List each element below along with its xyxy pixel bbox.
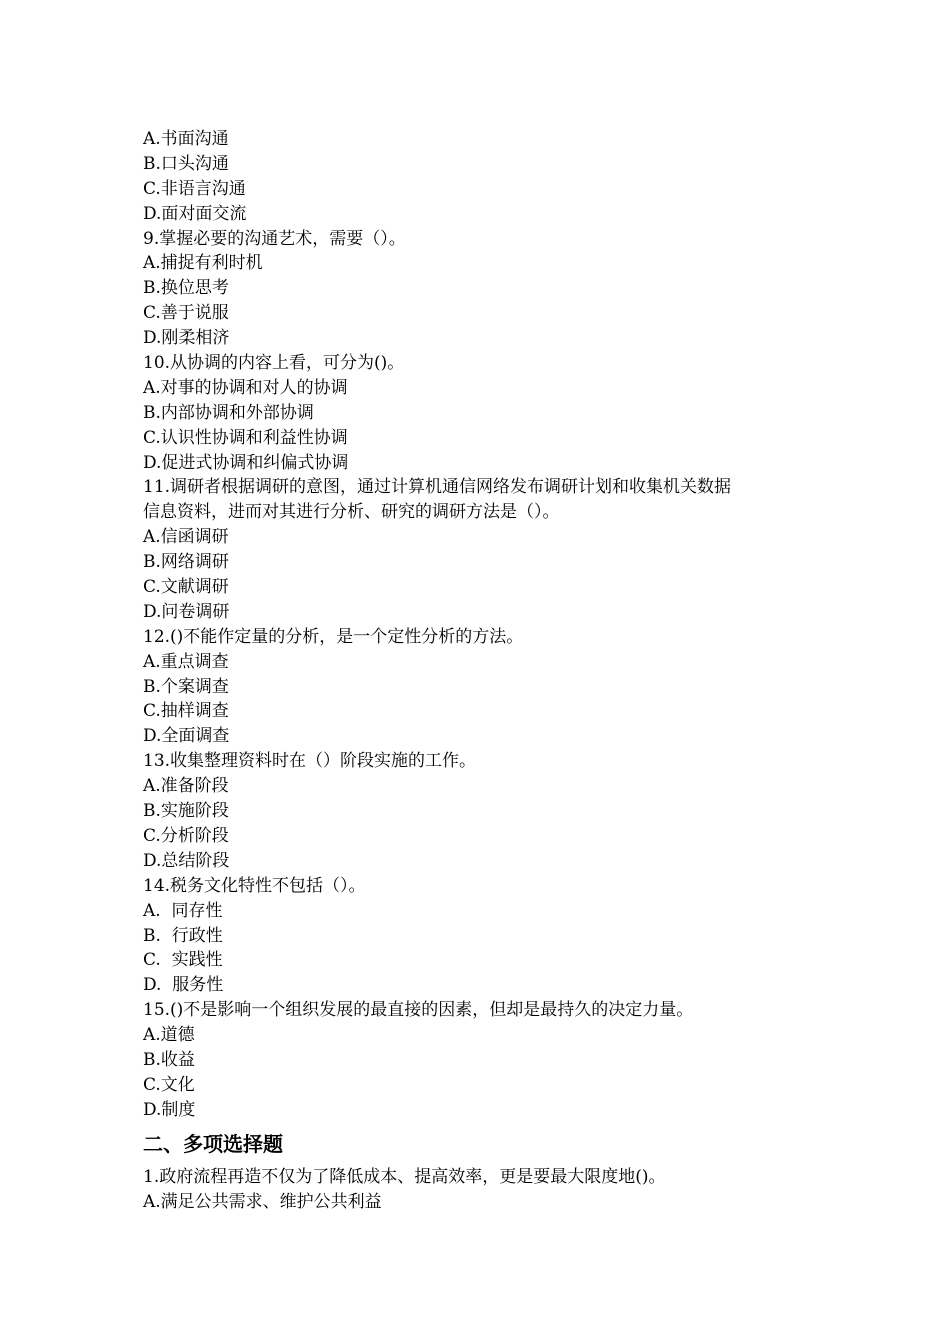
text-line: C.善于说服: [143, 303, 229, 324]
text-line: D.总结阶段: [143, 850, 230, 871]
text-line: A.准备阶段: [143, 776, 229, 797]
text-line: D.问卷调研: [143, 601, 230, 622]
text-line: B.网络调研: [143, 552, 229, 573]
text-line: B.收益: [143, 1049, 195, 1070]
text-line: D.制度: [143, 1099, 196, 1120]
text-line: B.口头沟通: [143, 153, 229, 174]
text-line: C.文献调研: [143, 577, 229, 598]
text-line: C.抽样调查: [143, 701, 229, 722]
text-line: B. 行政性: [143, 925, 223, 946]
text-line: A. 同存性: [143, 900, 223, 921]
question-11-line-1: 11.调研者根据调研的意图，通过计算机通信网络发布调研计划和收集机关数据: [143, 477, 732, 498]
question-9: 9.掌握必要的沟通艺术，需要（）。: [143, 228, 406, 249]
text-line: B.内部协调和外部协调: [143, 402, 314, 423]
text-line: D.促进式协调和纠偏式协调: [143, 452, 349, 473]
multiple-choice-section: [143, 1165, 823, 1215]
text-line: D.刚柔相济: [143, 328, 230, 349]
question-1-option-a: A.满足公共需求、维护公共利益: [143, 1191, 382, 1212]
text-line: D.面对面交流: [143, 203, 247, 224]
question-1: 1.政府流程再造不仅为了降低成本、提高效率，更是要最大限度地()。: [143, 1166, 666, 1187]
question-14: 14.税务文化特性不包括（）。: [143, 875, 366, 896]
text-line: C.认识性协调和利益性协调: [143, 427, 348, 448]
text-line: C.非语言沟通: [143, 178, 246, 199]
text-line: A.书面沟通: [143, 129, 229, 149]
text-line: A.信函调研: [143, 527, 229, 548]
text-line: D.全面调查: [143, 726, 230, 747]
text-line: C. 实践性: [143, 950, 223, 971]
text-line: A.捕捉有利时机: [143, 253, 263, 274]
text-line: A.重点调查: [143, 651, 229, 672]
text-line: C.文化: [143, 1074, 195, 1095]
question-13: 13.收集整理资料时在（）阶段实施的工作。: [143, 751, 477, 772]
document-page: [143, 127, 823, 1214]
question-10: 10.从协调的内容上看，可分为()。: [143, 353, 405, 374]
text-line: D. 服务性: [143, 975, 224, 996]
question-block-2: [143, 525, 823, 1122]
question-11-line-2: 信息资料，进而对其进行分析、研究的调研方法是（）。: [143, 502, 560, 523]
question-block-1: [143, 127, 823, 475]
text-line: B.个案调查: [143, 676, 229, 697]
text-line: A.对事的协调和对人的协调: [143, 377, 348, 398]
section-title: 二、多项选择题: [143, 1131, 283, 1156]
question-12: 12.()不能作定量的分析，是一个定性分析的方法。: [143, 626, 524, 647]
text-line: C.分析阶段: [143, 825, 229, 846]
question-11: [143, 475, 823, 525]
text-line: B.换位思考: [143, 278, 229, 299]
question-15: 15.()不是影响一个组织发展的最直接的因素，但却是最持久的决定力量。: [143, 1000, 694, 1021]
text-line: B.实施阶段: [143, 801, 229, 822]
text-line: A.道德: [143, 1025, 195, 1046]
